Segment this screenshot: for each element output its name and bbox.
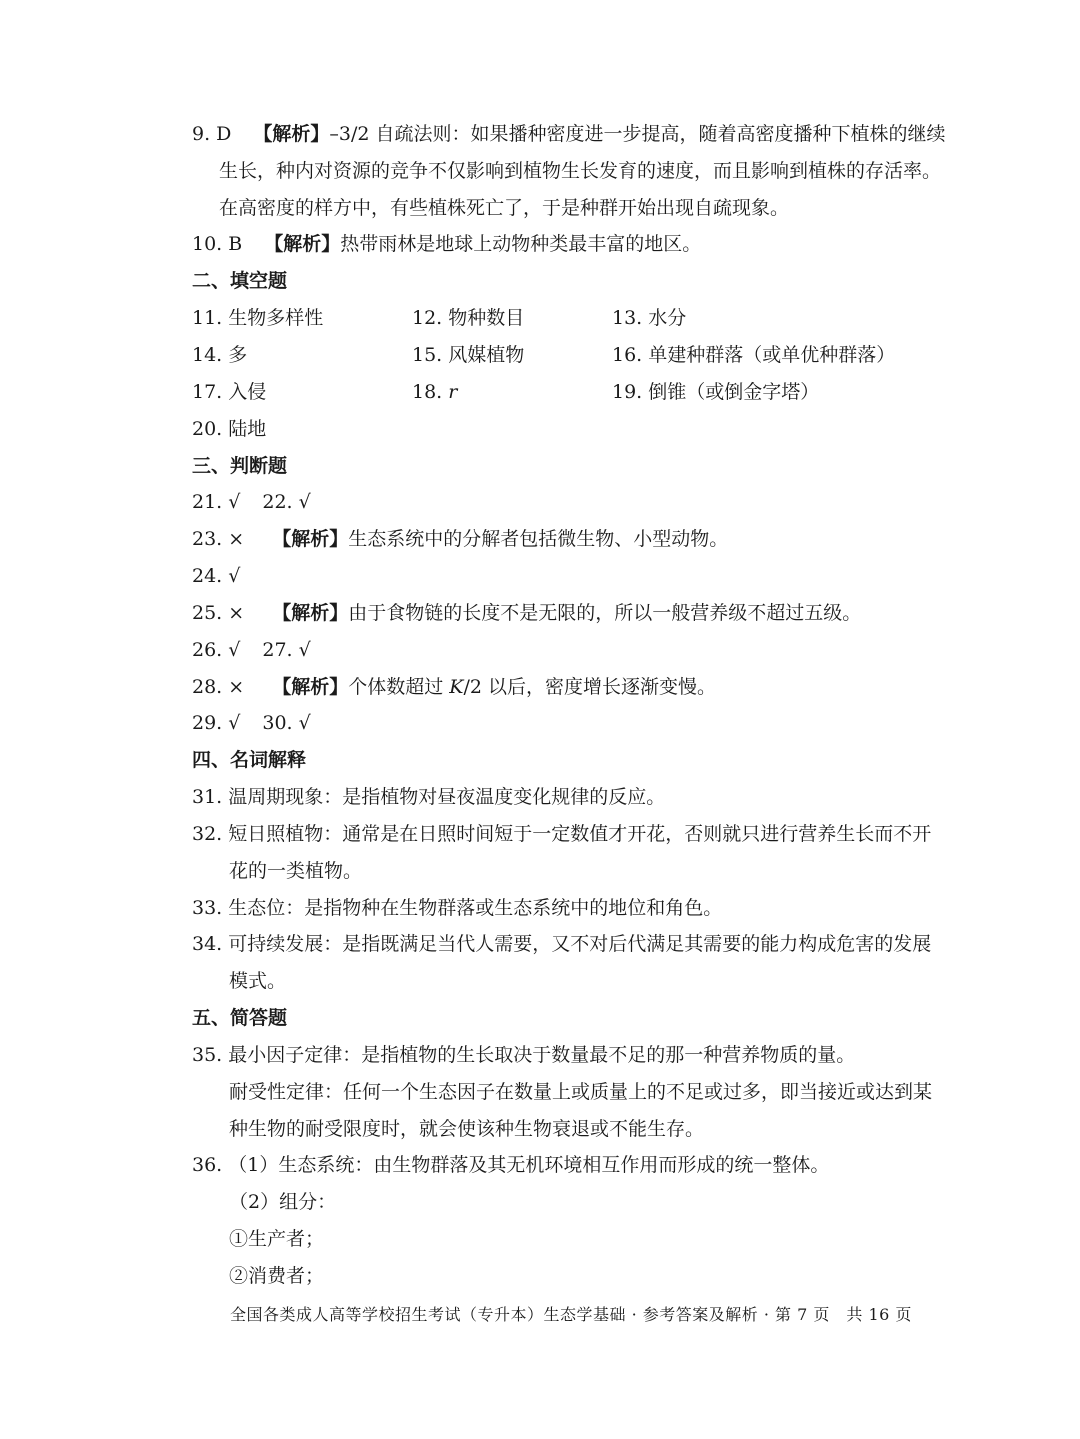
q10-text: 热带雨林是地球上动物种类最丰富的地区。 <box>340 233 702 255</box>
fill-number: 11. <box>192 307 223 329</box>
fill-answer: 陆地 <box>228 418 267 440</box>
fill-answer: 生物多样性 <box>228 307 324 329</box>
short-36-line2: （2）组分： <box>229 1191 337 1213</box>
fill-number: 13. <box>612 307 643 329</box>
term-34-cont: 模式。 <box>229 970 287 992</box>
fill-row-1 <box>192 306 323 330</box>
short-text: （1）生态系统：由生物群落及其无机环境相互作用而形成的统一整体。 <box>228 1154 830 1176</box>
fill-item-15 <box>412 343 524 367</box>
fill-item-13 <box>612 306 686 330</box>
q10-number: 10. B <box>192 233 243 255</box>
q9-number: 9. D <box>192 123 232 145</box>
fill-number: 19. <box>612 381 643 403</box>
term-text: 温周期现象：是指植物对昼夜温度变化规律的反应。 <box>228 786 666 808</box>
judge-explanation: 由于食物链的长度不是无限的，所以一般营养级不超过五级。 <box>348 602 862 624</box>
term-34 <box>192 932 931 956</box>
term-text: 生态位：是指物种在生物群落或生态系统中的地位和角色。 <box>228 897 723 919</box>
section-heading-judge: 三、判断题 <box>192 455 288 477</box>
fill-answer: 单建种群落（或单优种群落） <box>648 344 896 366</box>
judge-answer: 21. √ <box>192 491 241 513</box>
term-32 <box>192 822 931 846</box>
judge-row-29 <box>192 711 311 735</box>
term-33 <box>192 896 722 920</box>
section-heading-terms: 四、名词解释 <box>192 749 307 771</box>
short-36-line3: ①生产者； <box>229 1228 325 1250</box>
fill-number: 16. <box>612 344 643 366</box>
term-number: 32. <box>192 823 223 845</box>
short-35 <box>192 1043 855 1067</box>
q10-line <box>192 232 701 256</box>
judge-explanation: 个体数超过 <box>348 676 450 698</box>
judge-answer: 30. √ <box>262 712 311 734</box>
term-number: 31. <box>192 786 223 808</box>
fill-row-3 <box>192 380 266 404</box>
q9-line1 <box>192 122 946 146</box>
judge-explanation: 生态系统中的分解者包括微生物、小型动物。 <box>348 528 729 550</box>
analysis-tag: 【解析】 <box>272 676 349 698</box>
term-31 <box>192 785 665 809</box>
fill-answer: 风媒植物 <box>448 344 525 366</box>
q9-analysis-tag: 【解析】 <box>253 123 330 145</box>
fill-number: 12. <box>412 307 443 329</box>
q10-analysis-tag: 【解析】 <box>264 233 341 255</box>
short-36 <box>192 1153 829 1177</box>
short-number: 36. <box>192 1154 223 1176</box>
fill-number: 14. <box>192 344 223 366</box>
judge-answer: 25. × <box>192 602 245 624</box>
fill-item-19 <box>612 380 819 404</box>
fill-item-12 <box>412 306 524 330</box>
fill-answer: 多 <box>228 344 248 366</box>
fill-number: 20. <box>192 418 223 440</box>
fill-item-18 <box>412 380 457 404</box>
q9-line3: 在高密度的样方中，有些植株死亡了，于是种群开始出现自疏现象。 <box>219 197 790 219</box>
fill-answer: 物种数目 <box>448 307 525 329</box>
short-number: 35. <box>192 1044 223 1066</box>
judge-row-25 <box>192 601 861 625</box>
fill-answer: r <box>448 381 458 403</box>
judge-answer: 26. √ <box>192 639 241 661</box>
section-heading-short: 五、简答题 <box>192 1007 288 1029</box>
judge-answer: 23. × <box>192 528 245 550</box>
judge-row-21 <box>192 490 311 514</box>
term-number: 34. <box>192 933 223 955</box>
analysis-tag: 【解析】 <box>272 602 349 624</box>
fill-answer: 入侵 <box>228 381 267 403</box>
term-number: 33. <box>192 897 223 919</box>
judge-row-24: 24. √ <box>192 565 241 587</box>
term-32-cont: 花的一类植物。 <box>229 860 363 882</box>
judge-answer: 29. √ <box>192 712 241 734</box>
judge-answer: 28. × <box>192 676 245 698</box>
section-heading-fill: 二、填空题 <box>192 270 288 292</box>
q9-text: –3/2 自疏法则：如果播种密度进一步提高，随着高密度播种下植株的继续 <box>329 123 946 145</box>
short-35-line3: 种生物的耐受限度时，就会使该种生物衰退或不能生存。 <box>229 1118 705 1140</box>
judge-explanation: /2 以后，密度增长逐渐变慢。 <box>463 676 716 698</box>
short-35-line2: 耐受性定律：任何一个生态因子在数量上或质量上的不足或过多，即当接近或达到某 <box>229 1081 933 1103</box>
fill-number: 17. <box>192 381 223 403</box>
judge-answer: 27. √ <box>262 639 311 661</box>
fill-answer: 水分 <box>648 307 687 329</box>
page-footer: 全国各类成人高等学校招生考试（专升本）生态学基础 · 参考答案及解析 · 第 7 页 共 16 页 <box>230 1305 912 1324</box>
q9-line2: 生长，种内对资源的竞争不仅影响到植物生长发育的速度，而且影响到植株的存活率。 <box>219 160 942 182</box>
judge-answer: 22. √ <box>262 491 311 513</box>
fill-row-4 <box>192 417 266 441</box>
short-text: 最小因子定律：是指植物的生长取决于数量最不足的那一种营养物质的量。 <box>228 1044 856 1066</box>
judge-row-23 <box>192 527 728 551</box>
fill-item-16 <box>612 343 895 367</box>
short-36-line4: ②消费者； <box>229 1265 325 1287</box>
term-text: 可持续发展：是指既满足当代人需要，又不对后代满足其需要的能力构成危害的发展 <box>228 933 932 955</box>
fill-row-2 <box>192 343 247 367</box>
term-text: 短日照植物：通常是在日照时间短于一定数值才开花，否则就只进行营养生长而不开 <box>228 823 932 845</box>
judge-row-26 <box>192 638 311 662</box>
analysis-tag: 【解析】 <box>272 528 349 550</box>
judge-row-28 <box>192 675 716 699</box>
fill-number: 18. <box>412 381 443 403</box>
judge-explanation-k: K <box>449 676 464 698</box>
fill-answer: 倒锥（或倒金字塔） <box>648 381 820 403</box>
fill-number: 15. <box>412 344 443 366</box>
